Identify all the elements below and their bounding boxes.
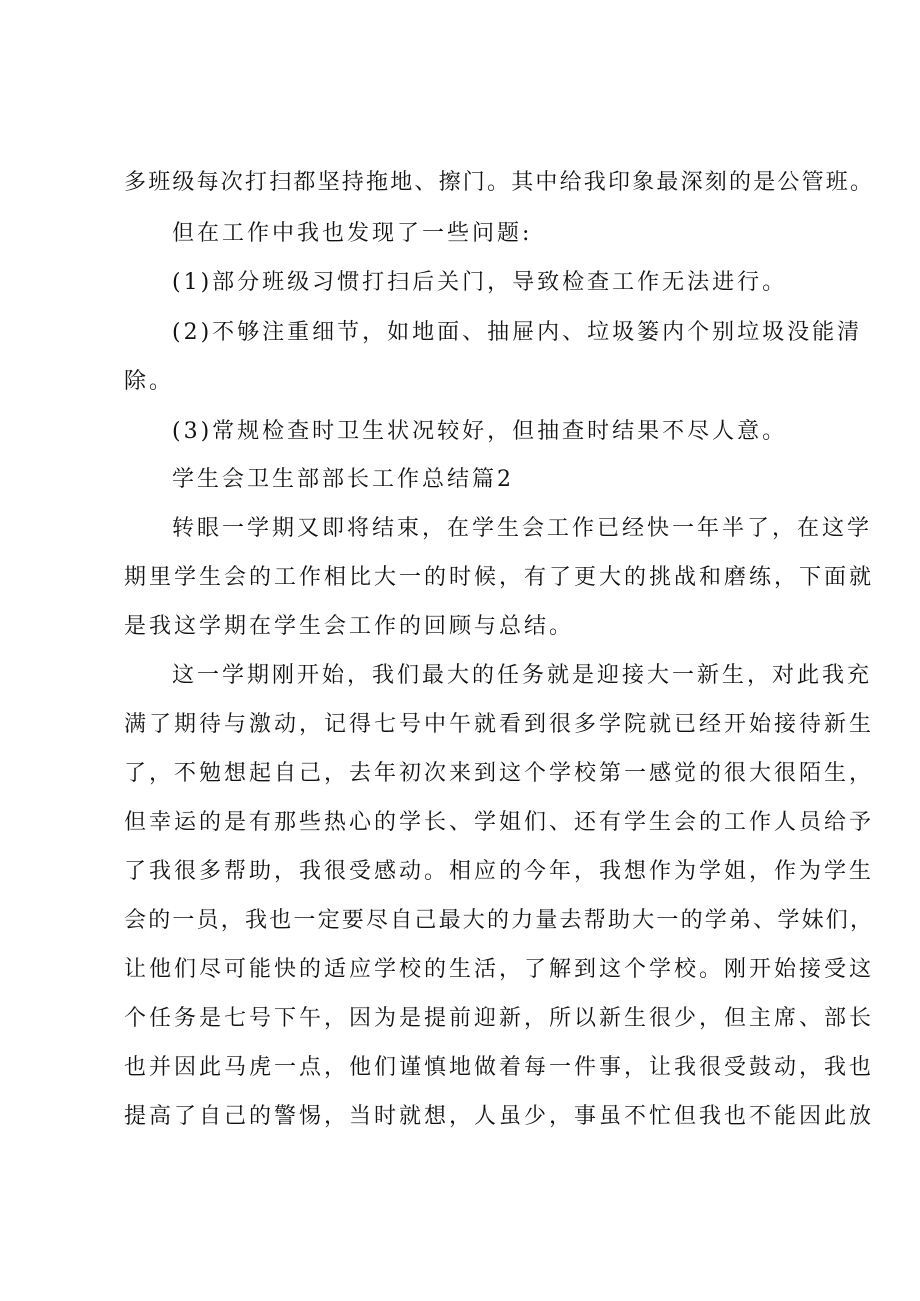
text-line-17: 让他们尽可能快的适应学校的生活，了解到这个学校。刚开始接受这 bbox=[124, 957, 875, 982]
text-line-3: (1)部分班级习惯打扫后关门，导致检查工作无法进行。 bbox=[172, 270, 788, 295]
text-line-11: 这一学期刚开始，我们最大的任务就是迎接大一新生，对此我充 bbox=[172, 663, 873, 688]
text-line-1: 多班级每次打扫都坚持拖地、擦门。其中给我印象最深刻的是公管班。 bbox=[124, 170, 875, 195]
text-line-18: 个任务是七号下午，因为是提前迎新，所以新生很少，但主席、部长 bbox=[124, 1006, 875, 1031]
text-line-20: 提高了自己的警惕，当时就想，人虽少，事虽不忙但我也不能因此放 bbox=[124, 1104, 875, 1129]
text-line-10: 是我这学期在学生会工作的回顾与总结。 bbox=[124, 614, 575, 639]
text-line-9: 期里学生会的工作相比大一的时候，有了更大的挑战和磨练，下面就 bbox=[124, 565, 875, 590]
text-line-14: 但幸运的是有那些热心的学长、学姐们、还有学生会的工作人员给予 bbox=[124, 810, 875, 835]
text-line-12: 满了期待与激动，记得七号中午就看到很多学院就已经开始接待新生 bbox=[124, 712, 875, 737]
text-line-4: (2)不够注重细节，如地面、抽屉内、垃圾篓内个别垃圾没能清 bbox=[172, 320, 863, 345]
section-heading: 学生会卫生部部长工作总结篇2 bbox=[172, 467, 514, 492]
text-line-16: 会的一员，我也一定要尽自己最大的力量去帮助大一的学弟、学妹们， bbox=[124, 908, 875, 933]
text-line-8: 转眼一学期又即将结束，在学生会工作已经快一年半了，在这学 bbox=[172, 516, 873, 541]
text-line-2: 但在工作中我也发现了一些问题: bbox=[172, 221, 533, 246]
text-line-19: 也并因此马虎一点，他们谨慎地做着每一件事，让我很受鼓动，我也 bbox=[124, 1055, 875, 1080]
text-line-15: 了我很多帮助，我很受感动。相应的今年，我想作为学姐，作为学生 bbox=[124, 859, 875, 884]
text-line-6: (3)常规检查时卫生状况较好，但抽查时结果不尽人意。 bbox=[172, 419, 788, 444]
text-line-13: 了，不勉想起自己，去年初次来到这个学校第一感觉的很大很陌生， bbox=[124, 761, 875, 786]
text-line-5: 除。 bbox=[124, 369, 175, 394]
